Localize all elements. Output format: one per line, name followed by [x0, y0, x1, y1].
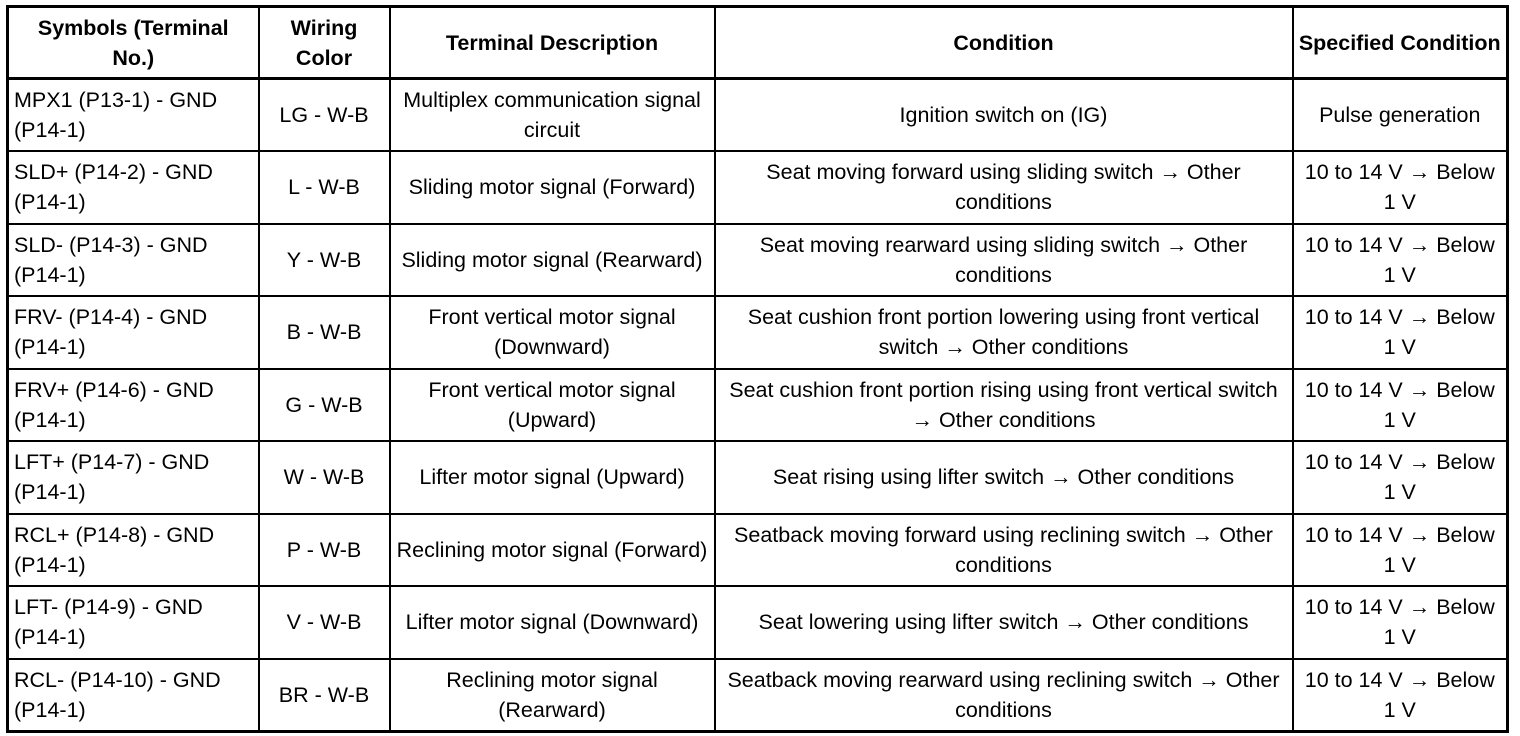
- symbol-cell: FRV+ (P14-6) - GND (P14-1): [8, 369, 259, 442]
- header-wiring-color: Wiring Color: [259, 7, 390, 79]
- table-row: [8, 224, 1508, 297]
- symbol-cell: FRV- (P14-4) - GND (P14-1): [8, 296, 259, 369]
- specified-condition-cell: 10 to 14 V → Below 1 V: [1293, 369, 1508, 442]
- wiring-color-cell: L - W-B: [259, 151, 390, 224]
- description-cell: Front vertical motor signal (Downward): [390, 296, 715, 369]
- condition-cell: Seat lowering using lifter switch → Other conditions: [715, 586, 1293, 659]
- wiring-color-cell: W - W-B: [259, 441, 390, 514]
- table-row: [8, 369, 1508, 442]
- terminal-spec-table: [6, 5, 1509, 733]
- symbol-cell: SLD+ (P14-2) - GND (P14-1): [8, 151, 259, 224]
- symbol-cell: LFT- (P14-9) - GND (P14-1): [8, 586, 259, 659]
- condition-cell: Seat moving forward using sliding switch → Other conditions: [715, 151, 1293, 224]
- symbol-cell: MPX1 (P13-1) - GND (P14-1): [8, 79, 259, 152]
- symbol-cell: LFT+ (P14-7) - GND (P14-1): [8, 441, 259, 514]
- table-row: [8, 586, 1508, 659]
- description-cell: Sliding motor signal (Rearward): [390, 224, 715, 297]
- specified-condition-cell: 10 to 14 V → Below 1 V: [1293, 441, 1508, 514]
- condition-cell: Seat cushion front portion rising using front vertical switch → Other conditions: [715, 369, 1293, 442]
- description-cell: Reclining motor signal (Forward): [390, 514, 715, 587]
- symbol-cell: RCL- (P14-10) - GND (P14-1): [8, 659, 259, 732]
- table-row: [8, 79, 1508, 152]
- specified-condition-cell: 10 to 14 V → Below 1 V: [1293, 151, 1508, 224]
- description-cell: Lifter motor signal (Upward): [390, 441, 715, 514]
- header-condition: Condition: [715, 7, 1293, 79]
- condition-cell: Ignition switch on (IG): [715, 79, 1293, 152]
- condition-cell: Seatback moving forward using reclining switch → Other conditions: [715, 514, 1293, 587]
- condition-cell: Seatback moving rearward using reclining switch → Other conditions: [715, 659, 1293, 732]
- wiring-color-cell: Y - W-B: [259, 224, 390, 297]
- wiring-color-cell: V - W-B: [259, 586, 390, 659]
- symbol-cell: SLD- (P14-3) - GND (P14-1): [8, 224, 259, 297]
- specified-condition-cell: 10 to 14 V → Below 1 V: [1293, 296, 1508, 369]
- table-row: [8, 659, 1508, 732]
- specified-condition-cell: 10 to 14 V → Below 1 V: [1293, 514, 1508, 587]
- table-header: [8, 7, 1508, 79]
- specified-condition-cell: Pulse generation: [1293, 79, 1508, 152]
- header-terminal-description: Terminal Description: [390, 7, 715, 79]
- table-row: [8, 296, 1508, 369]
- wiring-color-cell: P - W-B: [259, 514, 390, 587]
- description-cell: Sliding motor signal (Forward): [390, 151, 715, 224]
- specified-condition-cell: 10 to 14 V → Below 1 V: [1293, 586, 1508, 659]
- condition-cell: Seat cushion front portion lowering using front vertical switch → Other conditions: [715, 296, 1293, 369]
- header-row: [8, 7, 1508, 79]
- description-cell: Reclining motor signal (Rearward): [390, 659, 715, 732]
- description-cell: Front vertical motor signal (Upward): [390, 369, 715, 442]
- description-cell: Lifter motor signal (Downward): [390, 586, 715, 659]
- condition-cell: Seat rising using lifter switch → Other conditions: [715, 441, 1293, 514]
- symbol-cell: RCL+ (P14-8) - GND (P14-1): [8, 514, 259, 587]
- table-row: [8, 514, 1508, 587]
- specified-condition-cell: 10 to 14 V → Below 1 V: [1293, 659, 1508, 732]
- header-symbols: Symbols (Terminal No.): [8, 7, 259, 79]
- wiring-color-cell: B - W-B: [259, 296, 390, 369]
- table-body: [8, 79, 1508, 732]
- wiring-color-cell: BR - W-B: [259, 659, 390, 732]
- wiring-color-cell: LG - W-B: [259, 79, 390, 152]
- table-row: [8, 441, 1508, 514]
- header-specified-condition: Specified Condition: [1293, 7, 1508, 79]
- condition-cell: Seat moving rearward using sliding switch → Other conditions: [715, 224, 1293, 297]
- wiring-color-cell: G - W-B: [259, 369, 390, 442]
- table-row: [8, 151, 1508, 224]
- specified-condition-cell: 10 to 14 V → Below 1 V: [1293, 224, 1508, 297]
- description-cell: Multiplex communication signal circuit: [390, 79, 715, 152]
